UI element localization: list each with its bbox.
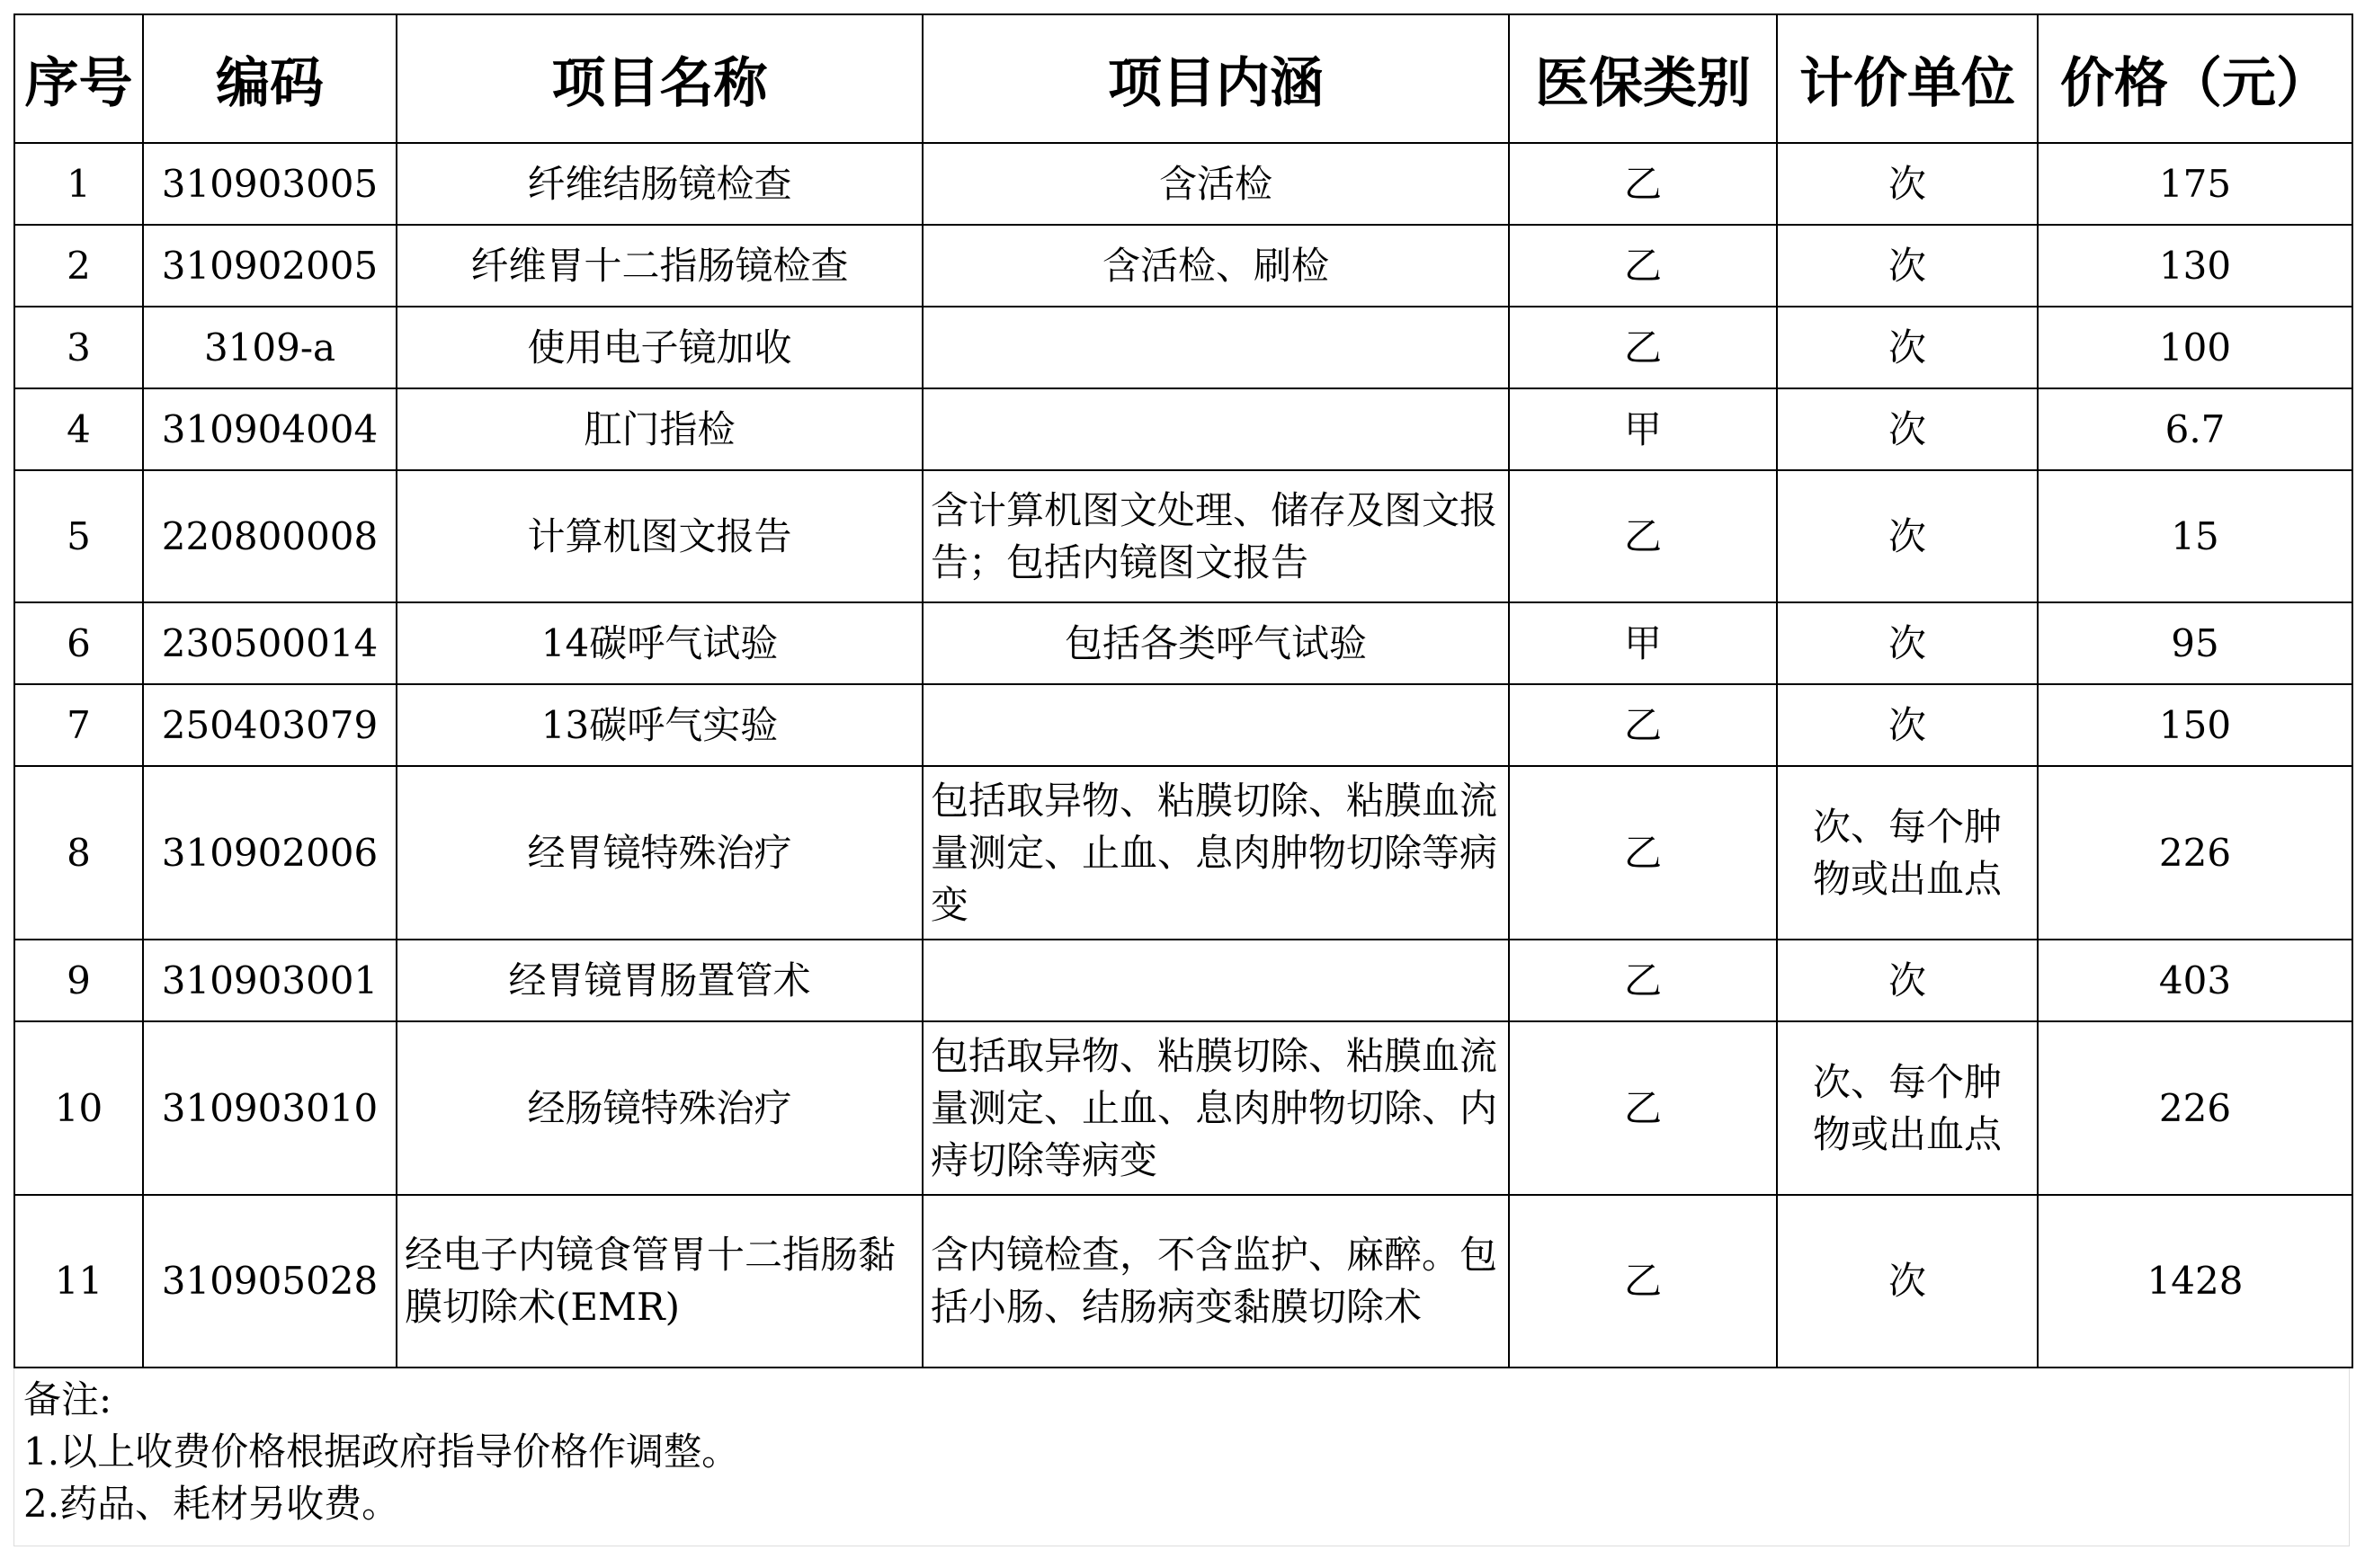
cell-content: 含内镜检查，不含监护、麻醉。包括小肠、结肠病变黏膜切除术 bbox=[923, 1195, 1509, 1368]
cell-name: 经胃镜特殊治疗 bbox=[397, 766, 923, 940]
cell-no: 6 bbox=[14, 602, 143, 684]
cell-name: 肛门指检 bbox=[397, 388, 923, 470]
cell-category: 乙 bbox=[1509, 766, 1777, 940]
cell-content: 含计算机图文处理、储存及图文报告；包括内镜图文报告 bbox=[923, 470, 1509, 602]
cell-name: 经电子内镜食管胃十二指肠黏膜切除术(EMR) bbox=[397, 1195, 923, 1368]
cell-no: 10 bbox=[14, 1021, 143, 1195]
notes-title: 备注: bbox=[23, 1377, 112, 1421]
cell-name: 14碳呼气试验 bbox=[397, 602, 923, 684]
cell-no: 9 bbox=[14, 940, 143, 1021]
cell-content: 包括取异物、粘膜切除、粘膜血流量测定、止血、息肉肿物切除、内痔切除等病变 bbox=[923, 1021, 1509, 1195]
table-row bbox=[14, 602, 2352, 684]
cell-price: 100 bbox=[2038, 307, 2352, 388]
fee-sheet bbox=[13, 13, 2352, 1546]
notes-section bbox=[13, 1368, 2350, 1546]
cell-unit: 次 bbox=[1777, 602, 2038, 684]
cell-no: 7 bbox=[14, 684, 143, 766]
cell-content bbox=[923, 388, 1509, 470]
cell-name: 纤维结肠镜检查 bbox=[397, 143, 923, 225]
cell-unit: 次 bbox=[1777, 143, 2038, 225]
cell-no: 4 bbox=[14, 388, 143, 470]
note-line: 2.药品、耗材另收费。 bbox=[23, 1482, 400, 1526]
cell-price: 150 bbox=[2038, 684, 2352, 766]
cell-category: 乙 bbox=[1509, 470, 1777, 602]
cell-name: 经胃镜胃肠置管术 bbox=[397, 940, 923, 1021]
cell-category: 甲 bbox=[1509, 388, 1777, 470]
cell-code: 310903001 bbox=[143, 940, 397, 1021]
header-content: 项目内涵 bbox=[923, 14, 1509, 143]
table-row bbox=[14, 684, 2352, 766]
cell-price: 6.7 bbox=[2038, 388, 2352, 470]
cell-category: 乙 bbox=[1509, 940, 1777, 1021]
cell-code: 310902006 bbox=[143, 766, 397, 940]
cell-content: 含活检 bbox=[923, 143, 1509, 225]
cell-unit: 次 bbox=[1777, 470, 2038, 602]
cell-no: 5 bbox=[14, 470, 143, 602]
cell-name: 使用电子镜加收 bbox=[397, 307, 923, 388]
table-row bbox=[14, 766, 2352, 940]
table-row bbox=[14, 470, 2352, 602]
cell-category: 乙 bbox=[1509, 1195, 1777, 1368]
table-row bbox=[14, 143, 2352, 225]
header-name: 项目名称 bbox=[397, 14, 923, 143]
cell-content bbox=[923, 684, 1509, 766]
cell-price: 226 bbox=[2038, 766, 2352, 940]
cell-code: 310905028 bbox=[143, 1195, 397, 1368]
cell-price: 175 bbox=[2038, 143, 2352, 225]
cell-name: 13碳呼气实验 bbox=[397, 684, 923, 766]
cell-price: 226 bbox=[2038, 1021, 2352, 1195]
header-category: 医保类别 bbox=[1509, 14, 1777, 143]
fee-table bbox=[13, 13, 2353, 1368]
cell-code: 3109-a bbox=[143, 307, 397, 388]
cell-content: 包括取异物、粘膜切除、粘膜血流量测定、止血、息肉肿物切除等病变 bbox=[923, 766, 1509, 940]
cell-code: 230500014 bbox=[143, 602, 397, 684]
cell-content: 包括各类呼气试验 bbox=[923, 602, 1509, 684]
cell-code: 220800008 bbox=[143, 470, 397, 602]
cell-price: 15 bbox=[2038, 470, 2352, 602]
cell-price: 1428 bbox=[2038, 1195, 2352, 1368]
header-no: 序号 bbox=[14, 14, 143, 143]
cell-price: 130 bbox=[2038, 225, 2352, 307]
cell-code: 310903005 bbox=[143, 143, 397, 225]
header-code: 编码 bbox=[143, 14, 397, 143]
cell-no: 8 bbox=[14, 766, 143, 940]
cell-no: 11 bbox=[14, 1195, 143, 1368]
cell-category: 乙 bbox=[1509, 684, 1777, 766]
cell-no: 2 bbox=[14, 225, 143, 307]
table-row bbox=[14, 225, 2352, 307]
cell-category: 乙 bbox=[1509, 225, 1777, 307]
cell-unit: 次 bbox=[1777, 1195, 2038, 1368]
cell-name: 计算机图文报告 bbox=[397, 470, 923, 602]
cell-price: 95 bbox=[2038, 602, 2352, 684]
cell-price: 403 bbox=[2038, 940, 2352, 1021]
cell-unit: 次、每个肿物或出血点 bbox=[1777, 766, 2038, 940]
cell-name: 纤维胃十二指肠镜检查 bbox=[397, 225, 923, 307]
cell-content: 含活检、刷检 bbox=[923, 225, 1509, 307]
note-line: 1.以上收费价格根据政府指导价格作调整。 bbox=[23, 1430, 740, 1474]
cell-unit: 次 bbox=[1777, 388, 2038, 470]
header-unit: 计价单位 bbox=[1777, 14, 2038, 143]
cell-code: 310904004 bbox=[143, 388, 397, 470]
cell-content bbox=[923, 307, 1509, 388]
cell-category: 甲 bbox=[1509, 602, 1777, 684]
cell-category: 乙 bbox=[1509, 1021, 1777, 1195]
cell-content bbox=[923, 940, 1509, 1021]
cell-name: 经肠镜特殊治疗 bbox=[397, 1021, 923, 1195]
cell-unit: 次 bbox=[1777, 307, 2038, 388]
table-row bbox=[14, 1195, 2352, 1368]
cell-category: 乙 bbox=[1509, 307, 1777, 388]
cell-code: 250403079 bbox=[143, 684, 397, 766]
table-row bbox=[14, 388, 2352, 470]
table-row bbox=[14, 307, 2352, 388]
cell-code: 310902005 bbox=[143, 225, 397, 307]
cell-no: 3 bbox=[14, 307, 143, 388]
cell-unit: 次 bbox=[1777, 684, 2038, 766]
cell-category: 乙 bbox=[1509, 143, 1777, 225]
header-price: 价格（元） bbox=[2038, 14, 2352, 143]
table-row bbox=[14, 1021, 2352, 1195]
cell-unit: 次 bbox=[1777, 940, 2038, 1021]
cell-unit: 次 bbox=[1777, 225, 2038, 307]
cell-code: 310903010 bbox=[143, 1021, 397, 1195]
cell-no: 1 bbox=[14, 143, 143, 225]
header-row bbox=[14, 14, 2352, 143]
table-row bbox=[14, 940, 2352, 1021]
cell-unit: 次、每个肿物或出血点 bbox=[1777, 1021, 2038, 1195]
